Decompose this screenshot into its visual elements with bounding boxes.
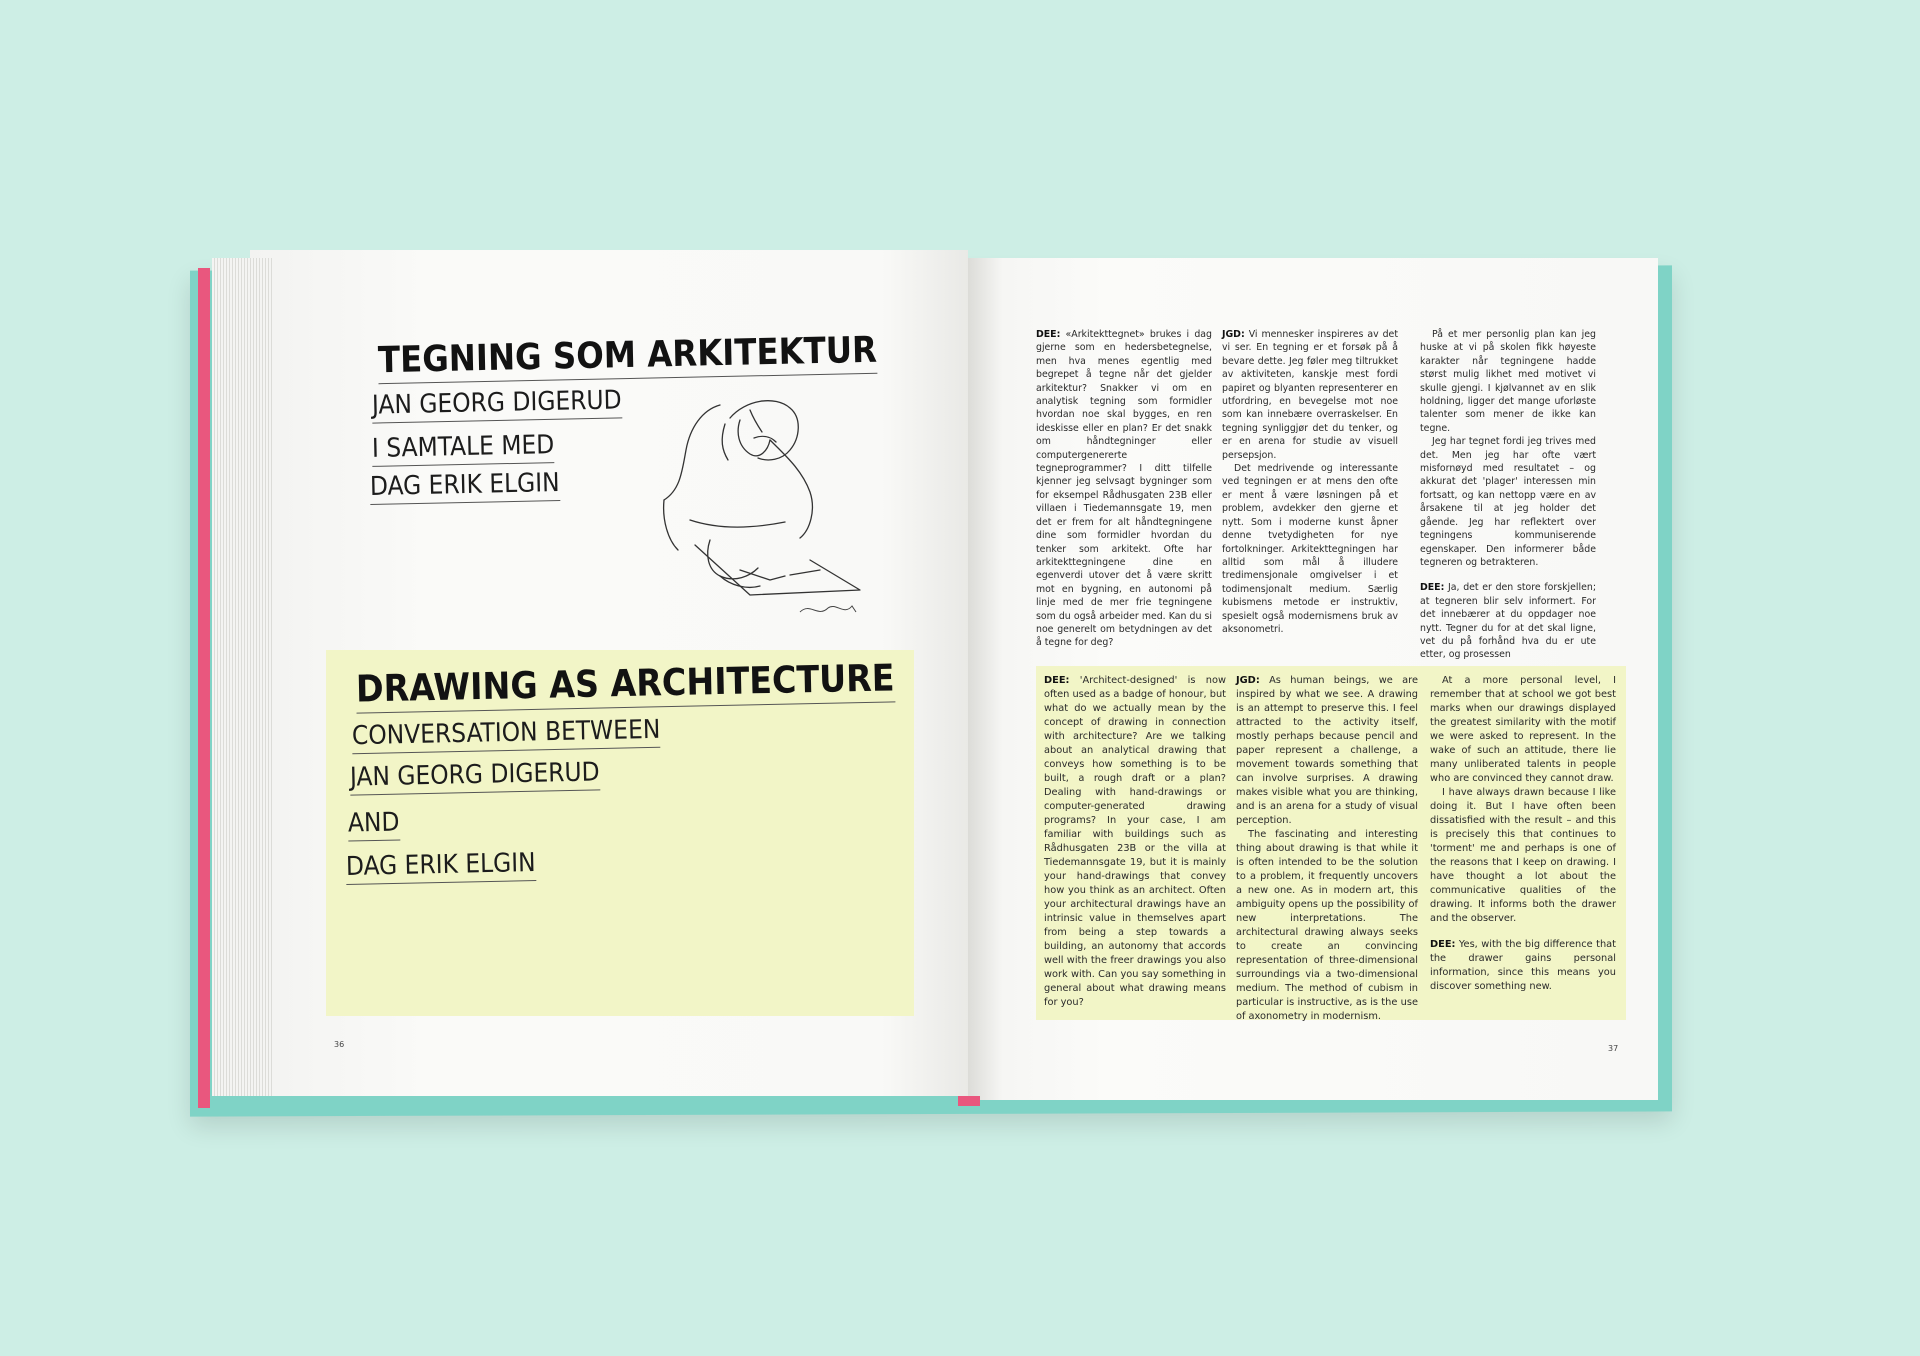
- subtitle-en-line-2: JAN GEORG DIGERUD: [350, 757, 600, 795]
- subtitle-no-line-2: I SAMTALE MED: [372, 430, 555, 467]
- page-number-left: 36: [334, 1040, 345, 1049]
- en-column-3: [1430, 674, 1616, 994]
- paragraph: I have always drawn because I like doing it. But I have often been dissatisfied with the result – and this is precisely this that continues to 'torment' me and perhaps is one of the reasons that I keep on drawing. I have thought a lot about the communicative qualities of the drawing. It informs both the drawer and the observer.: [1430, 787, 1616, 924]
- page-stack-edge: [212, 258, 272, 1096]
- paragraph: Det medrivende og interessante ved tegningen er at mens den ofte er ment å være løsningen på et problem, avdekker den gjerne et nytt. Som i moderne kunst åpner denne tvetydigheten for nye fortolkninger. Arkitekttegningen har alltid som mål å illudere tredimensjonale omgivelser i et todimensjonalt medium. Særlig kubismens metode er instruktiv, spesielt også modernismens bruk av aksonometri.: [1222, 463, 1398, 635]
- paragraph: The fascinating and interesting thing about drawing is that while it is often intended to be the solution to a problem, it frequently uncovers a new one. As in modern art, this ambiguity opens up the possibility of new interpretations. The architectural drawing always seeks to create an convincing representation of three-dimensional surroundings via a two-dimensional medium. The method of cubism in particular is instructive, as is the use of axonometry in modernism.: [1236, 829, 1418, 1022]
- paragraph: DEE: Ja, det er den store forskjellen; at tegneren blir selv informert. For det innebærer at du oppdager noe nytt. Tegner du for at det skal ligne, vet du på forhånd hva du er ute etter, og prosessen: [1420, 582, 1596, 661]
- no-column-1: [1036, 328, 1212, 650]
- paragraph: At a more personal level, I remember that at school we got best marks when our drawings displayed the greatest similarity with the motif we were asked to represent. In the wake of such an attitude, there lie many unliberated talents in people who are convinced they cannot draw.: [1430, 675, 1616, 784]
- paragraph: Jeg har tegnet fordi jeg trives med det. Men jeg har ofte vært misfornøyd med resultatet – og akkurat det 'plager' interessen min fortsatt, og kan nettopp være en av årsakene til at jeg holder det gående. Jeg har reflektert over tegningens kommuniserende egenskaper. Den informerer både tegneren og betrakteren.: [1420, 436, 1596, 568]
- title-english: DRAWING AS ARCHITECTURE: [356, 656, 895, 713]
- subtitle-no-line-1: JAN GEORG DIGERUD: [372, 385, 622, 423]
- subtitle-en-line-4: DAG ERIK ELGIN: [346, 848, 536, 885]
- paragraph: JGD: As human beings, we are inspired by what we see. A drawing is an attempt to preserve this. I feel attracted to the activity itself, mostly perhaps because pencil and paper represent a challenge, a movement towards something that can involve surprises. A drawing makes visible what you are thinking, and is an arena for a study of visual perception.: [1236, 675, 1418, 826]
- spine-bookmark: [958, 1096, 980, 1106]
- line-sketch-illustration: [650, 380, 910, 640]
- subtitle-no-line-3: DAG ERIK ELGIN: [370, 468, 560, 505]
- cover-edge-pink: [198, 268, 210, 1108]
- paragraph: DEE: «Arkitekttegnet» brukes i dag gjerne som en hedersbetegnelse, men hva menes egentlig med begrepet å tegne når det gjelder arkitektur? Snakker vi om en analytisk tegning som formidler hvordan noe skal bygges, en ren ideskisse eller en plan? Er det snakk om håndtegninger eller computergenererte tegneprogrammer? I ditt tilfelle kjenner jeg selvsagt bygninger som for eksempel Rådhusgaten 23B eller villaen i Tiedemannsgate 19, men det er frem for alt håndtegningene dine som formidler hvordan du tenker som arkitekt. Ofte har arkitekttegningene dine en egenverdi utover det å være skritt mot en bygning, en autonomi på linje med de mer frie tegningene som du også arbeider med. Kan du si noe generelt om betydningen av det å tegne for deg?: [1036, 329, 1212, 649]
- no-column-2: [1222, 328, 1398, 636]
- paragraph: JGD: Vi mennesker inspireres av det vi ser. En tegning er et forsøk på å bevare dette. Jeg føler meg tiltrukket av aktiviteten, kanskje mest fordi papiret og blyanten representerer en utfordring, en bevegelse mot noe som kan innebære overraskelser. En tegning synliggjør det du tenker, og er en arena for studie av visuell persepsjon.: [1222, 329, 1398, 461]
- subtitle-en-line-1: CONVERSATION BETWEEN: [352, 715, 661, 754]
- en-column-1: [1044, 674, 1226, 1010]
- title-norwegian: TEGNING SOM ARKITEKTUR: [378, 330, 878, 384]
- en-column-2: [1236, 674, 1418, 1024]
- no-column-3: [1420, 328, 1596, 662]
- subtitle-en-line-3: AND: [348, 807, 400, 841]
- paragraph: DEE: Yes, with the big difference that the drawer gains personal information, since this means you discover something new.: [1430, 939, 1616, 992]
- artist-signature: [800, 606, 856, 612]
- paragraph: DEE: 'Architect-designed' is now often used as a badge of honour, but what do we actually mean by the concept of drawing in connection with architecture? Are we talking about an analytical drawing that conveys how something is to be built, a rough draft or a plan? Dealing with hand-drawings or computer-generated drawing programs? In your case, I am familiar with buildings such as Rådhusgaten 23B or the villa at Tiedemannsgate 19, but it is mainly your hand-drawings that convey how you think as an architect. Often your architectural drawings have an intrinsic value in themselves apart from being a step towards a building, an autonomy that accords well with the freer drawings you also work with. Can you say something in general about what drawing means for you?: [1044, 675, 1226, 1008]
- paragraph: På et mer personlig plan kan jeg huske at vi på skolen fikk høyeste karakter når tegningene hadde størst mulig likhet med motivet vi skulle gjengi. I kjølvannet av en slik holdning, ligger det mange uforløste talenter som mener de ikke kan tegne.: [1420, 329, 1596, 434]
- page-number-right: 37: [1608, 1044, 1619, 1053]
